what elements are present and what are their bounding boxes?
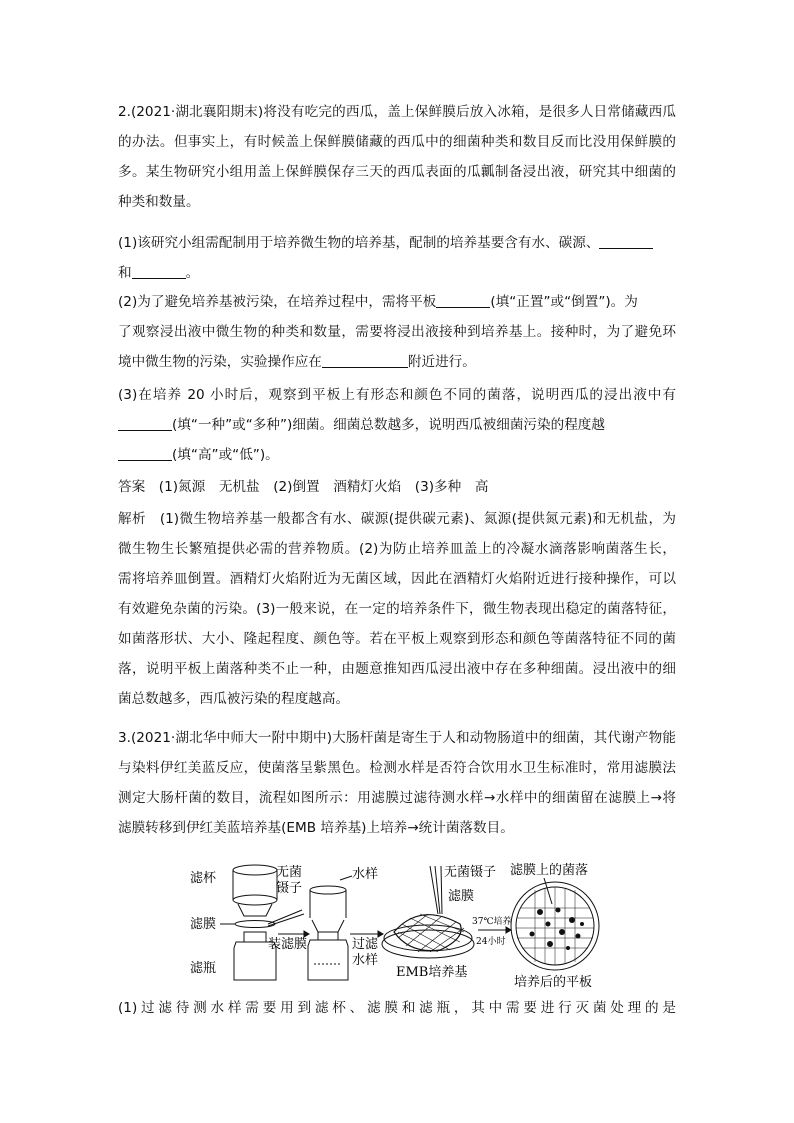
q2-sub2-text-d: 境中微生物的污染，实验操作应在 (118, 354, 322, 370)
q2-stem-line-4: 种类和数量。 (118, 194, 200, 210)
q3-stem (118, 723, 676, 843)
q2-sub1-end: 。 (185, 265, 200, 281)
analysis-line-3: 需将培养皿倒置。酒精灯火焰附近为无菌区域，因此在酒精灯火焰附近进行接种操作，可以 (118, 571, 676, 587)
answer (118, 472, 676, 502)
blank-4 (322, 353, 408, 368)
label-install-membrane: 装滤膜 (268, 937, 308, 952)
blank-1 (599, 234, 653, 249)
culture-plate-drawing (511, 878, 599, 970)
label-membrane: 滤膜 (190, 917, 217, 932)
label-incubate-2: 24小时 (476, 937, 506, 947)
q2-sub1 (118, 228, 676, 288)
label-membrane-right: 滤膜 (448, 889, 475, 904)
assembled-apparatus (308, 886, 348, 980)
q3-sub1-line: (1)过滤待测水样需要用到滤杯、滤膜和滤瓶，其中需要进行灭菌处理的是 (118, 1000, 676, 1016)
q3-stem-line-1: 3.(2021·湖北华中师大一附中期中)大肠杆菌是寄生于人和动物肠道中的细菌，其代谢产物能 (118, 730, 676, 746)
q2-sub3-line-1: (3)在培养 20 小时后，观察到平板上有形态和颜色不同的菌落，说明西瓜的浸出液中有 (118, 387, 676, 403)
q2-stem-line-2: 的办法。但事实上，有时候盖上保鲜膜储藏的西瓜中的细菌种类和数目反而比没用保鲜膜的 (118, 134, 676, 150)
analysis-line-1: 解析 (1)微生物培养基一般都含有水、碳源(提供碳元素)、氮源(提供氮元素)和无机盐，为 (118, 511, 676, 527)
label-colonies-on-membrane: 滤膜上的菌落 (510, 863, 589, 878)
blank-2 (132, 264, 186, 279)
blank-5 (118, 416, 172, 431)
blank-3 (436, 293, 490, 308)
q2-sub2-text-b: (填“正置”或“倒置”)。为 (490, 294, 638, 310)
label-filter-2: 水样 (352, 953, 379, 968)
q2-stem (118, 97, 676, 217)
q2-sub1-text: (1)该研究小组需配制用于培养微生物的培养基，配制的培养基要含有水、碳源、 (118, 235, 600, 251)
q2-sub2-line-2: 了观察浸出液中微生物的种类和数量，需要将浸出液接种到培养基上。接种时，为了避免环 (118, 324, 676, 340)
q3-stem-line-4: 滤膜转移到伊红美蓝培养基(EMB 培养基)上培养→统计菌落数目。 (118, 820, 514, 836)
label-tweezers-2: 镊子 (276, 881, 303, 896)
q2-sub2-text-e: 附近进行。 (407, 354, 476, 370)
filtration-figure (180, 862, 620, 990)
answer-line: 答案 (1)氮源 无机盐 (2)倒置 酒精灯火焰 (3)多种 高 (118, 479, 489, 495)
label-filter-cup: 滤杯 (190, 871, 217, 886)
analysis-line-7: 菌总数越多，西瓜被污染的程度越高。 (118, 691, 350, 707)
q3-sub1 (118, 993, 676, 1023)
label-water-sample: 水样 (352, 867, 379, 882)
q2-sub3 (118, 380, 676, 470)
analysis (118, 504, 676, 714)
analysis-line-6: 落，说明平板上菌落种类不止一种，由题意推知西瓜浸出液中存在多种细菌。浸出液中的细 (118, 661, 676, 677)
label-filter-1: 过滤 (352, 937, 379, 952)
q2-stem-line-1: 2.(2021·湖北襄阳期末)将没有吃完的西瓜，盖上保鲜膜后放入冰箱，是很多人日常储藏西瓜 (118, 104, 676, 120)
q2-sub3-text-c: (填“高”或“低”)。 (172, 447, 279, 463)
q2-sub2-text-a: (2)为了避免培养基被污染，在培养过程中，需将平板 (118, 294, 437, 310)
filter-cup-drawing (233, 865, 277, 916)
analysis-line-2: 微生物生长繁殖提供必需的营养物质。(2)为防止培养皿盖上的冷凝水滴落影响菌落生长， (118, 541, 676, 557)
q2-sub3-text-b: (填“一种”或“多种”)细菌。细菌总数越多，说明西瓜被细菌污染的程度越 (172, 417, 605, 433)
q3-stem-line-2: 与染料伊红美蓝反应，使菌落呈紫黑色。检测水样是否符合饮用水卫生标准时，常用滤膜法 (118, 760, 676, 776)
analysis-line-4: 有效避免杂菌的污染。(3)一般来说，在一定的培养条件下，微生物表现出稳定的菌落特征， (118, 601, 676, 617)
q2-sub2 (118, 287, 676, 377)
label-incubate-1: 37℃培养 (472, 917, 512, 927)
label-plate-after-culture: 培养后的平板 (514, 975, 593, 990)
label-emb-medium: EMB培养基 (396, 965, 468, 980)
label-tweezers-top: 无菌镊子 (444, 865, 497, 880)
label-tweezers-1: 无菌 (276, 865, 303, 880)
q3-stem-line-3: 测定大肠杆菌的数目，流程如图所示：用滤膜过滤待测水样→水样中的细菌留在滤膜上→将 (118, 790, 676, 806)
blank-6 (118, 446, 172, 461)
label-flask: 滤瓶 (190, 961, 217, 976)
q2-sub1-and: 和 (118, 265, 132, 281)
analysis-line-5: 如菌落形状、大小、隆起程度、颜色等。若在平板上观察到形态和颜色等菌落特征不同的菌 (118, 631, 676, 647)
q2-stem-line-3: 多。某生物研究小组用盖上保鲜膜保存三天的西瓜表面的瓜瓤制备浸出液，研究其中细菌的 (118, 164, 676, 180)
